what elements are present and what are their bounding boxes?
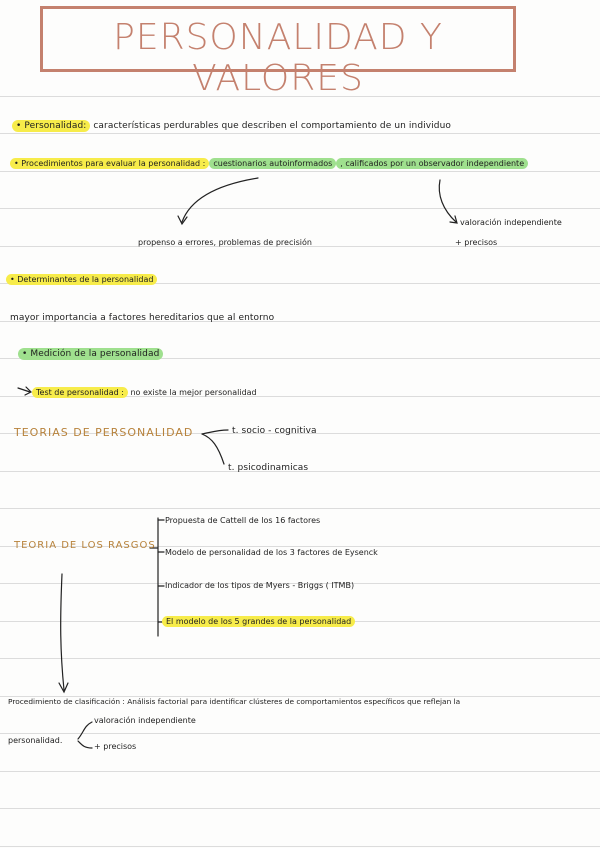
calificados-text: , calificados por un observador independiente bbox=[336, 158, 528, 169]
teorias-heading: TEORIAS DE PERSONALIDAD bbox=[14, 426, 194, 439]
rasgo-item: Modelo de personalidad de los 3 factores de Eysenck bbox=[165, 548, 378, 557]
page-title: PERSONALIDAD Y VALORES bbox=[113, 17, 443, 99]
personalidad-line bbox=[12, 121, 451, 131]
teoria-rasgos-heading: TEORIA DE LOS RASGOS bbox=[14, 540, 156, 551]
medicion-line bbox=[18, 349, 163, 359]
t-socio-text: t. socio - cognitiva bbox=[232, 426, 317, 436]
propenso-text: propenso a errores, problemas de precisión bbox=[138, 238, 312, 247]
valoracion-text-2: valoración independiente bbox=[94, 716, 196, 725]
procedimiento-clasificacion-text: Procedimiento de clasificación : Análisis factorial para identificar clústeres de comportamientos específicos que reflejan la bbox=[8, 697, 461, 706]
determinantes-term: • Determinantes de la personalidad bbox=[6, 274, 157, 285]
rasgo-item: Propuesta de Cattell de los 16 factores bbox=[165, 516, 321, 525]
personalidad-definition: características perdurables que describen el comportamiento de un individuo bbox=[93, 121, 451, 131]
test-term: Test de personalidad : bbox=[32, 387, 128, 398]
rasgo-item: Indicador de los tipos de Myers - Briggs ( ITMB) bbox=[165, 581, 355, 590]
test-line bbox=[32, 388, 257, 397]
cuestionarios-text: cuestionarios autoinformados bbox=[209, 158, 336, 169]
t-psico-text: t. psicodinamicas bbox=[228, 463, 309, 473]
valoracion-text: valoración independiente bbox=[460, 218, 562, 227]
rasgo-item: El modelo de los 5 grandes de la personalidad bbox=[162, 616, 355, 627]
test-definition: no existe la mejor personalidad bbox=[130, 388, 257, 397]
personalidad-term: • Personalidad: bbox=[12, 120, 90, 132]
precisos-text: + precisos bbox=[455, 238, 498, 247]
procedimientos-term: • Procedimientos para evaluar la personalidad : bbox=[10, 158, 209, 169]
determinantes-line bbox=[6, 275, 157, 284]
mayor-importancia-text: mayor importancia a factores hereditarios que al entorno bbox=[10, 313, 275, 323]
medicion-term: • Medición de la personalidad bbox=[18, 348, 163, 360]
precisos-text-2: + precisos bbox=[94, 742, 137, 751]
rasgo-item-highlight bbox=[162, 617, 355, 626]
procedimientos-line bbox=[10, 159, 528, 168]
personalidad-end-text: personalidad. bbox=[8, 736, 63, 745]
